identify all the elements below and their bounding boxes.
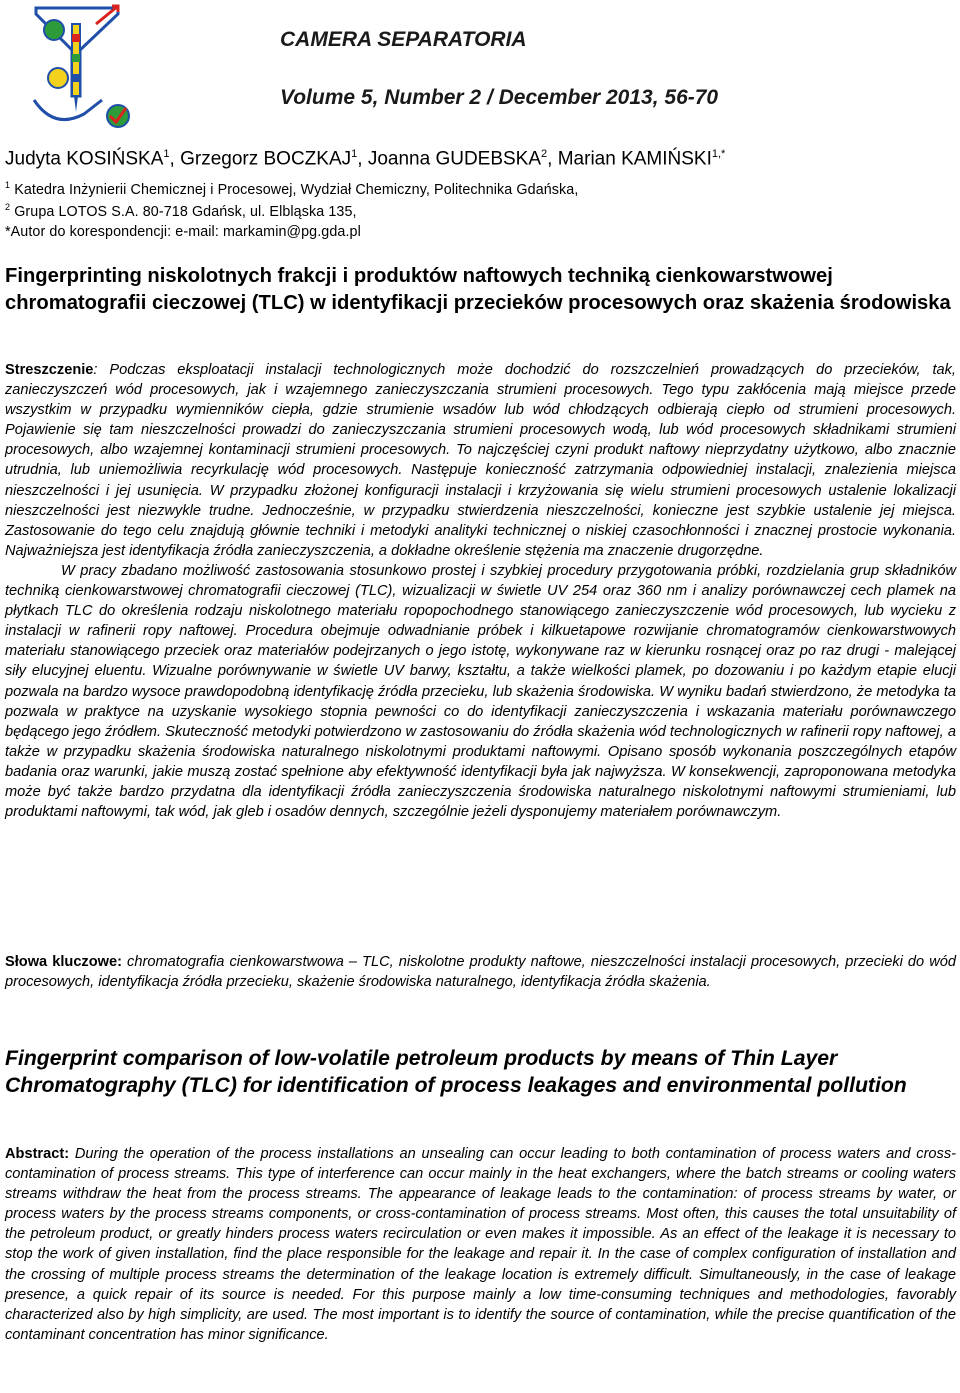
keywords-label: Słowa kluczowe: [5, 954, 122, 970]
affiliation-1 [5, 180, 578, 198]
author-separator: , [357, 148, 368, 170]
abstract-label: Abstract: [5, 1146, 70, 1162]
author-name: Judyta KOSIŃSKA [5, 148, 164, 170]
affiliation-text: Katedra Inżynierii Chemicznej i Procesowej, Wydział Chemiczny, Politechnika Gdańska, [14, 181, 579, 198]
author-list [5, 148, 725, 170]
author-name: Joanna GUDEBSKA [367, 148, 542, 170]
author-affiliation-mark: 1 [351, 148, 358, 160]
abstract-english [5, 1144, 956, 1345]
affiliation-mark: 2 [5, 202, 11, 212]
corresponding-author: *Autor do korespondencji: e-mail: markamin@pg.gda.pl [5, 224, 361, 240]
affiliation-mark: 1 [5, 180, 11, 190]
affiliation-2 [5, 202, 357, 220]
abstract-paragraph [5, 360, 956, 561]
journal-logo [14, 4, 134, 130]
abstract-label: Streszczenie [5, 362, 94, 378]
paper-title-polish: Fingerprinting niskolotnych frakcji i produktów naftowych techniką cienkowarstwowej chromatografii cieczowej (TLC) w identyfikacji przecieków procesowych oraz skażenia środowiska [5, 265, 951, 314]
journal-volume: Volume 5, Number 2 / December 2013, 56-70 [280, 86, 719, 109]
separation-funnel-logo-icon [34, 6, 129, 127]
author-affiliation-mark: 1,* [711, 148, 726, 160]
affiliation-text: Grupa LOTOS S.A. 80-718 Gdańsk, ul. Elbląska 135, [14, 203, 357, 220]
author-affiliation-mark: 1 [163, 148, 170, 160]
author-name: Grzegorz BOCZKAJ [180, 148, 352, 170]
abstract-text: During the operation of the process installations an unsealing can occur leading to both contamination of process waters and cross-contamination of process streams. This type of interference can occur mainly in the heat exchangers, where the batch streams or cooling waters streams withdraw the heat from the process streams. The appearance of leakage leads to the contamination: of process streams by water, or process waters by the process streams components, or cross-contamination of process streams. Most often, this causes the total unsuitability of the petroleum product, or greatly hinders process waters recirculation or even makes it impossible. As an effect of the leakage it is necessary to stop the work of given installation, find the place responsible for the leakage and repair it. In the case of complex configuration of installation and the crossing of multiple process streams the determination of the leakage location is extremely difficult. Simultaneously, in the case of leakage presence, a quick repair of its source is needed. For this purpose mainly a low time-consuming techniques and methodologies, favorably characterized also by high simplicity, are used. The most important is to identify the source of contamination, while the precise quantification of the contaminant concentration has minor significance. [5, 1146, 956, 1343]
author-separator: , [547, 148, 558, 170]
abstract-text: : Podczas eksploatacji instalacji technologicznych może dochodzić do rozszczelnień prowadzących do przecieków, tak, zanieczyszczeń wód procesowych, jak i wzajemnego zanieczyszczania strumieni procesowych. Tego typu zakłócenia mają miejsce przede wszystkim w przypadku wymienników ciepła, gdzie strumienie wsadów lub wód chłodzących odbierają ciepło od strumieni procesowych. Pojawienie się tam nieszczelności prowadzi do zanieczyszczania strumieni procesowych wodą, lub wód procesowych składnikami strumieni procesowych, albo wzajemnej kontaminacji strumieni procesowych. To najczęściej czyni produkt naftowy nieprzydatny użytkowo, albo znacznie utrudnia, lub uniemożliwia recyrkulację wód procesowych. Następuje konieczność zatrzymania odpowiedniej instalacji, znalezienia miejsca nieszczelności i jej usunięcia. W przypadku złożonej konfiguracji instalacji i krzyżowania się wielu strumieni procesowych ustalenie lokalizacji nieszczelności jest niezwykle trudne. Jednocześnie, w przypadku stwierdzenia nieszczelności, konieczne jest szybkie ustalenie jej miejsca. Zastosowanie do tego celu znajdują głównie techniki i metodyki analityki technicznej o niskiej czasochłonności i znacznej prostocie wykonania. Najważniejsza jest identyfikacja źródła zanieczyszczenia, a dokładne określenie stężenia ma znaczenie drugorzędne. [5, 362, 956, 559]
author-name: Marian KAMIŃSKI [557, 148, 712, 170]
abstract-polish [5, 360, 956, 822]
paper-title-english: Fingerprint comparison of low-volatile petroleum products by means of Thin Layer Chromatography (TLC) for identification of process leakages and environmental pollution [5, 1047, 907, 1097]
journal-name: CAMERA SEPARATORIA [280, 28, 527, 51]
author-separator: , [169, 148, 181, 170]
keywords-polish [5, 952, 956, 992]
abstract-paragraph: W pracy zbadano możliwość zastosowania stosunkowo prostej i szybkiej procedury przygotowania próbki, rozdzielania grup składników techniką cienkowarstwowej chromatografii cieczowej (TLC), wizualizacji w świetle UV 254 oraz 360 nm i analizy porównawczej cech plamek na płytkach TLC do określenia rodzaju niskolotnego materiału ropopochodnego stanowiącego zanieczyszczenie wód procesowych, lub wycieku z instalacji w rafinerii ropy naftowej. Procedura obejmuje odwadnianie próbek i kilkuetapowe rozwijanie chromatogramów cienkowarstwowych materiału stanowiącego przeciek oraz materiałów podejrzanych o jego istotę, wykonywane raz w kierunku rosnącej oraz po raz drugi - malejącej siły elucyjnej eluentu. Wizualne porównywanie w świetle UV barwy, kształtu, a także wielkości plamek, po dozowaniu i po każdym etapie elucji pozwala na bardzo wysoce prawdopodobną identyfikację źródła przecieku, lub skażenia środowiska. W wyniku badań stwierdzono, że metodyka ta pozwala w praktyce na uzyskanie wysokiego stopnia pewności co do identyfikacji zanieczyszczenia i wskazania materiału porównawczego będącego jego źródłem. Skuteczność metodyki potwierdzono w zastosowaniu do źródła skażenia wód technologicznych w rafinerii ropy naftowej, a także w przypadku skażenia środowiska naturalnego niskolotnymi produktami naftowymi. Opisano sposób wykonania poszczególnych etapów badania oraz warunki, jakie muszą zostać spełnione aby efektywność identyfikacji była jak najwyższa. W konsekwencji, zaproponowana metodyka może być także bardzo przydatna dla identyfikacji źródła zanieczyszczenia środowiska naturalnego niskolotnymi naftowymi strumieniami, lub produktami naftowymi, tak wód, jak gleb i osadów dennych, szczególnie jeżeli dysponujemy materiałem porównawczym. [5, 562, 956, 821]
author-affiliation-mark: 2 [541, 148, 548, 160]
keywords-text: chromatografia cienkowarstwowa – TLC, niskolotne produkty naftowe, nieszczelności instalacji procesowych, przecieki do wód procesowych, identyfikacja źródła przecieku, skażenie środowiska naturalnego, identyfikacja źródła skażenia. [5, 954, 956, 991]
